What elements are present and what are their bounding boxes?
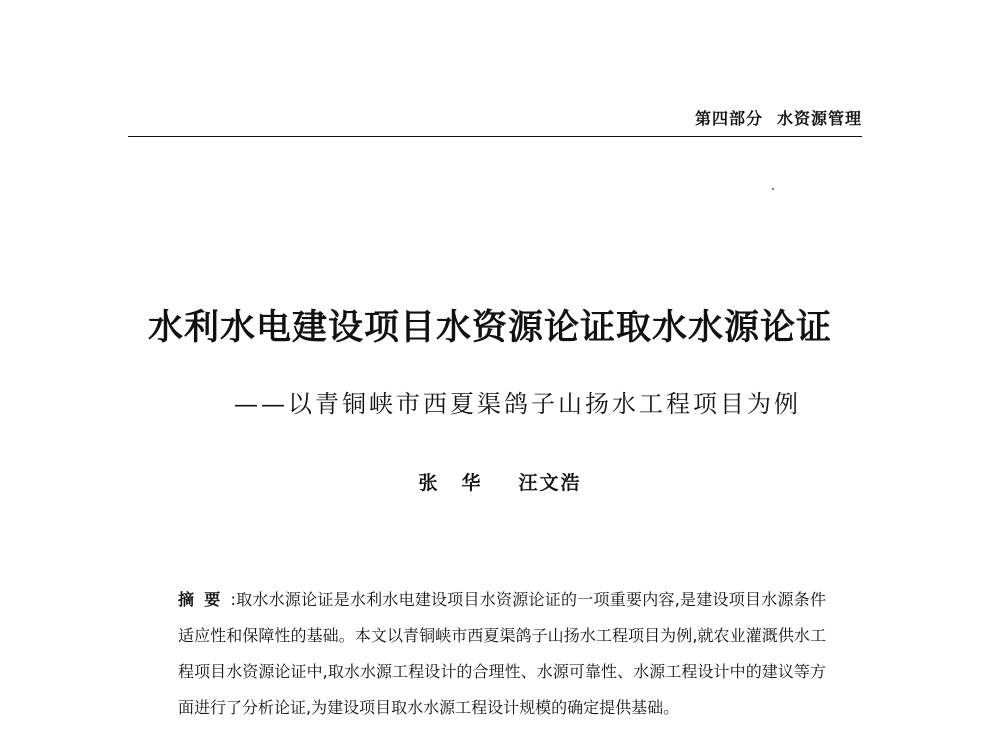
author-second: 汪文浩 [518,472,582,494]
header-section: 水资源管理 [776,109,862,128]
header-rule [128,136,862,137]
scan-speck [772,188,774,190]
paper-subtitle: ——以青铜峡市西夏渠鸽子山扬水工程项目为例 [234,390,801,418]
running-header [695,106,862,129]
abstract-label: 摘要 [178,590,231,609]
abstract [178,582,826,726]
abstract-separator: : [230,590,236,609]
header-part: 第四部分 [694,109,763,128]
author-first: 张华 [418,472,505,494]
author-line [0,468,1000,495]
abstract-text: 取水水源论证是水利水电建设项目水资源论证的一项重要内容,是建设项目水源条件适应性和保障性的基础。本文以青铜峡市西夏渠鸽子山扬水工程项目为例,就农业灌溉供水工程项目水资源论证中,取水水源工程设计的合理性、水源可靠性、水源工程设计中的建议等方面进行了分析论证,为建设项目取水水源工程设计规模的确定提供基础。 [178,590,826,717]
paper-title: 水利水电建设项目水资源论证取水水源论证 [148,307,833,348]
